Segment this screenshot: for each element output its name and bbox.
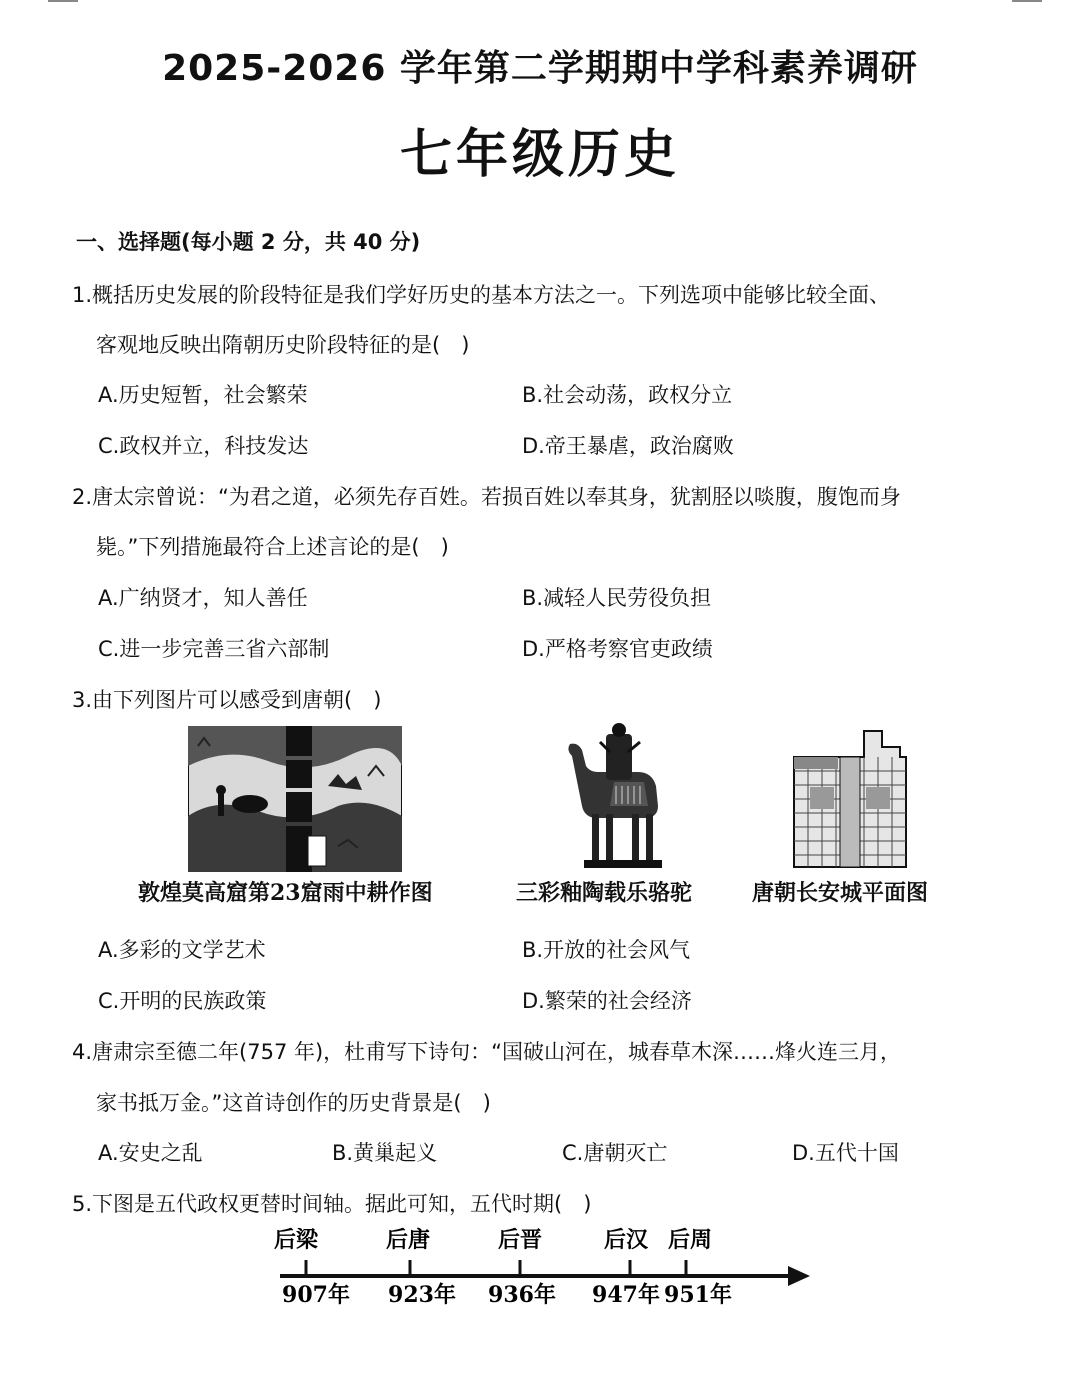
q4-stem-line2: 家书抵万金。”这首诗创作的历史背景是( ) <box>96 1091 491 1115</box>
q2-option-c: C.进一步完善三省六部制 <box>98 637 330 661</box>
q4-option-a: A.安史之乱 <box>98 1141 203 1165</box>
dynasty-label-houliang: 后梁 <box>273 1227 319 1253</box>
q4-option-c: C.唐朝灭亡 <box>562 1141 668 1165</box>
mural-painting-icon <box>188 726 402 872</box>
q4-option-d: D.五代十国 <box>792 1141 899 1165</box>
section-heading: 一、选择题(每小题 2 分，共 40 分) <box>76 230 421 254</box>
year-label-947: 947年 <box>592 1282 660 1308</box>
q2-stem-line1: 2.唐太宗曾说：“为君之道，必须先存百姓。若损百姓以奉其身，犹割胫以啖腹，腹饱而身 <box>72 485 901 509</box>
dynasty-label-houtang: 后唐 <box>385 1227 431 1253</box>
dynasty-timeline <box>260 1218 820 1318</box>
q2-option-b: B.减轻人民劳役负担 <box>522 586 712 610</box>
q5-stem: 5.下图是五代政权更替时间轴。据此可知，五代时期( ) <box>72 1192 592 1216</box>
q4-stem-line1: 4.唐肃宗至德二年(757 年)，杜甫写下诗句：“国破山河在，城春草木深……烽火连三月， <box>72 1040 902 1064</box>
year-label-936: 936年 <box>488 1282 556 1308</box>
q3-option-d: D.繁荣的社会经济 <box>522 989 692 1013</box>
camel-figurine-icon <box>558 722 668 874</box>
year-label-951: 951年 <box>664 1282 732 1308</box>
q3-option-a: A.多彩的文学艺术 <box>98 938 266 962</box>
timeline-arrow-icon <box>788 1266 810 1286</box>
top-edge-mark <box>48 0 78 2</box>
q2-option-d: D.严格考察官吏政绩 <box>522 637 713 661</box>
q3-option-c: C.开明的民族政策 <box>98 989 267 1013</box>
image-caption-mural: 敦煌莫高窟第23窟雨中耕作图 <box>138 880 433 906</box>
q1-option-b: B.社会动荡，政权分立 <box>522 383 733 407</box>
top-edge-mark <box>1012 0 1042 2</box>
q1-option-d: D.帝王暴虐，政治腐败 <box>522 434 734 458</box>
dynasty-label-houjin: 后晋 <box>497 1227 543 1253</box>
image-caption-city-plan: 唐朝长安城平面图 <box>752 880 929 906</box>
city-plan-icon <box>790 727 910 873</box>
q1-stem-line2: 客观地反映出隋朝历史阶段特征的是( ) <box>96 333 470 357</box>
q3-stem: 3.由下列图片可以感受到唐朝( ) <box>72 688 382 712</box>
q1-stem-line1: 1.概括历史发展的阶段特征是我们学好历史的基本方法之一。下列选项中能够比较全面、 <box>72 283 891 307</box>
q1-option-c: C.政权并立，科技发达 <box>98 434 309 458</box>
exam-title: 2025-2026 学年第二学期期中学科素养调研 <box>162 48 918 89</box>
q4-option-b: B.黄巢起义 <box>332 1141 438 1165</box>
dynasty-label-houzhou: 后周 <box>667 1227 713 1253</box>
subject-title: 七年级历史 <box>399 125 680 185</box>
dynasty-label-houhan: 后汉 <box>603 1227 649 1253</box>
image-caption-camel: 三彩釉陶载乐骆驼 <box>516 880 693 906</box>
year-label-923: 923年 <box>388 1282 456 1308</box>
q3-option-b: B.开放的社会风气 <box>522 938 691 962</box>
q2-stem-line2: 毙。”下列措施最符合上述言论的是( ) <box>96 535 449 559</box>
q1-option-a: A.历史短暂，社会繁荣 <box>98 383 308 407</box>
year-label-907: 907年 <box>282 1282 350 1308</box>
q2-option-a: A.广纳贤才，知人善任 <box>98 586 308 610</box>
